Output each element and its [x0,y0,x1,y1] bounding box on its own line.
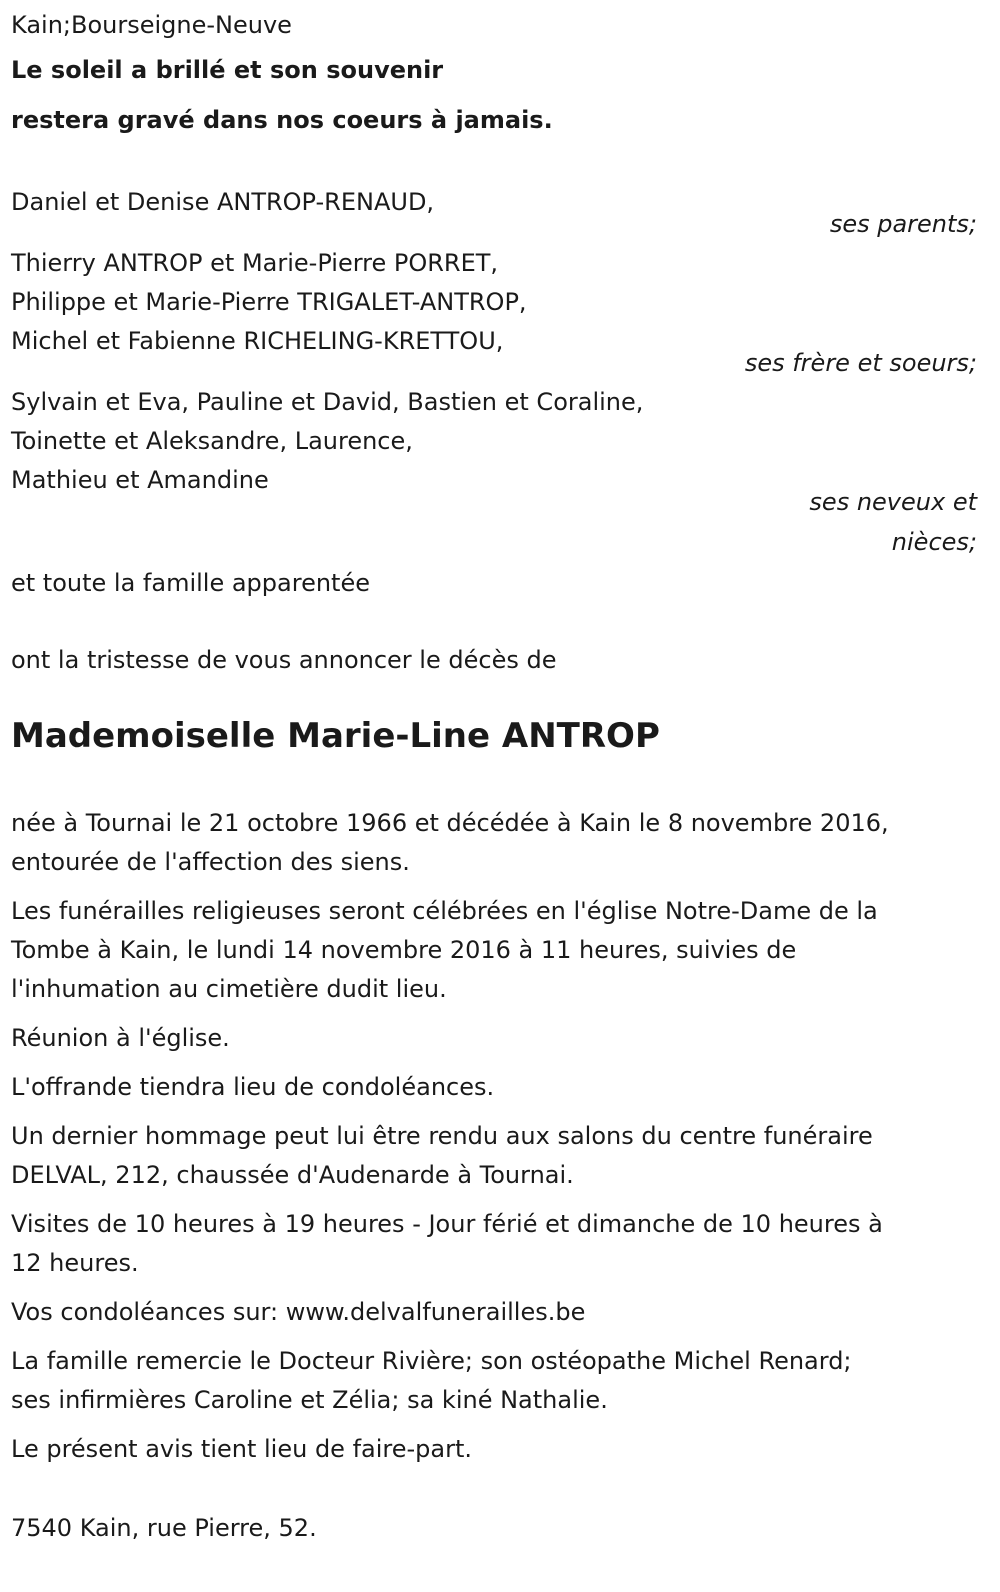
extended-family: et toute la famille apparentée [11,569,370,597]
text-line: l'inhumation au cimetière dudit lieu. [11,975,447,1003]
details-section [11,804,977,1469]
parents-name: Daniel et Denise ANTROP-RENAUD, [11,188,435,216]
quote-line-2: restera gravé dans nos coeurs à jamais. [11,106,553,134]
spacer [11,758,977,804]
location-line: Kain;Bourseigne-Neuve [11,11,292,39]
text-line: Un dernier hommage peut lui être rendu aux salons du centre funéraire [11,1122,873,1150]
sibling-name: Thierry ANTROP et Marie-Pierre PORRET, [11,249,499,277]
nephew-name: Mathieu et Amandine [11,466,269,494]
text-line: La famille remercie le Docteur Rivière; son ostéopathe Michel Renard; [11,1347,852,1375]
deceased-name: Mademoiselle Marie-Line ANTROP [11,716,660,756]
sibling-name: Philippe et Marie-Pierre TRIGALET-ANTROP, [11,288,527,316]
funeral-paragraph [11,892,977,1009]
offering-paragraph [11,1068,977,1107]
text-line: Visites de 10 heures à 19 heures - Jour férié et dimanche de 10 heures à [11,1210,883,1238]
text-line: DELVAL, 212, chaussée d'Audenarde à Tournai. [11,1161,574,1189]
announcement: ont la tristesse de vous annoncer le décès de [11,646,557,674]
visits-paragraph [11,1205,977,1283]
nephews-relation-line-1: ses neveux et [809,488,977,516]
text-line: Réunion à l'église. [11,1024,230,1052]
birth-death-paragraph [11,804,977,882]
text-line: 12 heures. [11,1249,139,1277]
nephews-relation-line-2: nièces; [891,528,977,556]
text-line: ses infirmières Caroline et Zélia; sa kiné Nathalie. [11,1386,608,1414]
nephews-group [11,383,977,562]
address: 7540 Kain, rue Pierre, 52. [11,1514,317,1542]
siblings-group [11,244,977,383]
thanks-paragraph [11,1342,977,1420]
meeting-paragraph [11,1019,977,1058]
text-line: Vos condoléances sur: www.delvalfunerailles.be [11,1298,586,1326]
parents-relation: ses parents; [829,210,977,238]
text-line: Tombe à Kain, le lundi 14 novembre 2016 à 11 heures, suivies de [11,936,797,964]
spacer [11,680,977,714]
spacer [11,145,977,183]
nephew-name: Sylvain et Eva, Pauline et David, Bastien et Coraline, [11,388,644,416]
text-line: L'offrande tiendra lieu de condoléances. [11,1073,495,1101]
obituary-notice [11,6,977,1548]
quote-line-1: Le soleil a brillé et son souvenir [11,56,444,84]
condolences-paragraph [11,1293,977,1332]
text-line: Les funérailles religieuses seront célébrées en l'église Notre-Dame de la [11,897,878,925]
nephew-name: Toinette et Aleksandre, Laurence, [11,427,413,455]
spacer [11,1479,977,1509]
sibling-name: Michel et Fabienne RICHELING-KRETTOU, [11,327,504,355]
tribute-paragraph [11,1117,977,1195]
text-line: entourée de l'affection des siens. [11,848,410,876]
spacer [11,603,977,641]
notice-paragraph [11,1430,977,1469]
siblings-relation: ses frère et soeurs; [744,349,977,377]
parents-group [11,183,977,244]
text-line: Le présent avis tient lieu de faire-part. [11,1435,473,1463]
text-line: née à Tournai le 21 octobre 1966 et décédée à Kain le 8 novembre 2016, [11,809,889,837]
